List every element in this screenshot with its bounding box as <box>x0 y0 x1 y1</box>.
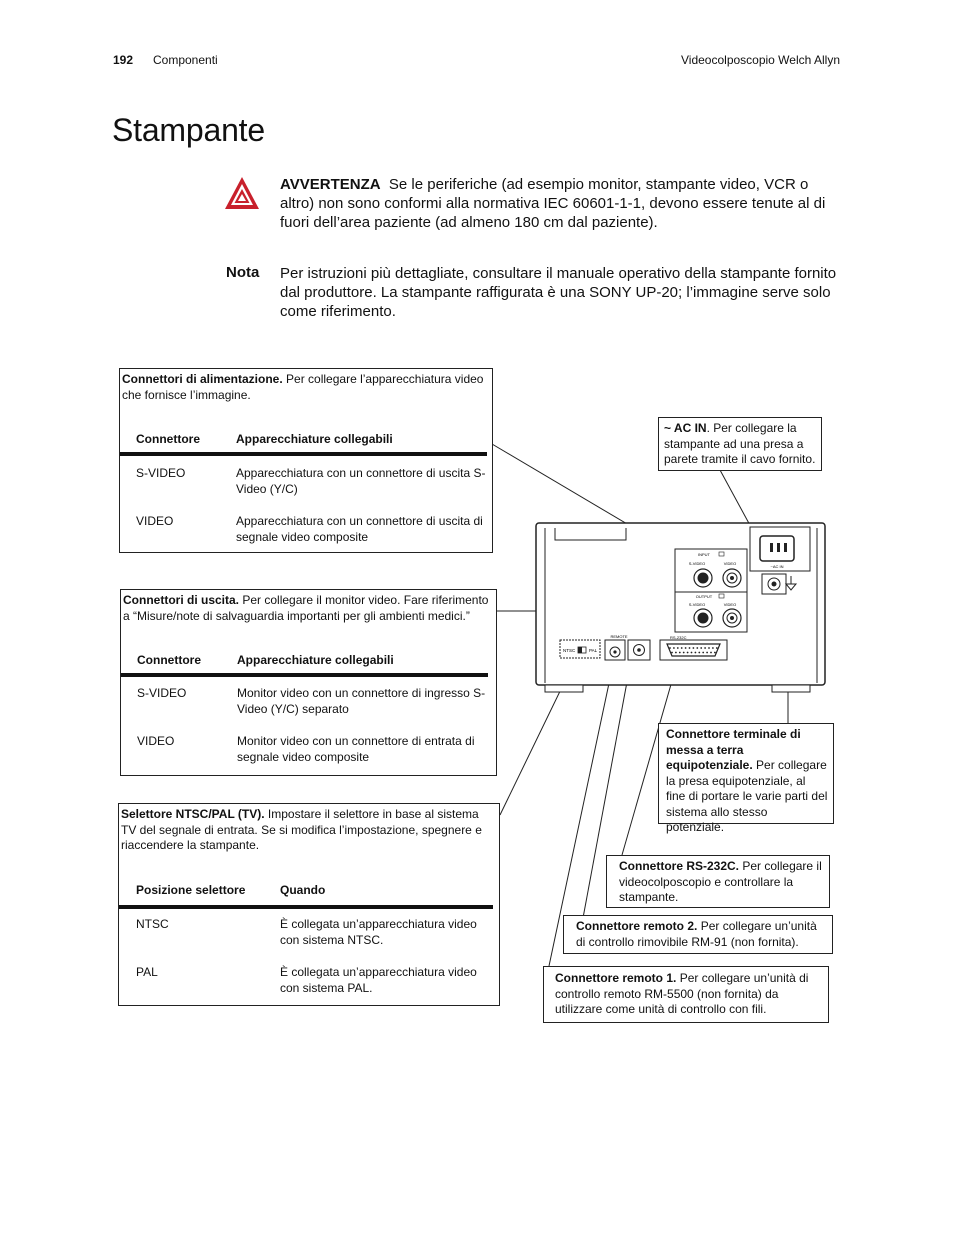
rs232c-pin <box>687 652 689 654</box>
callout-remote-1 <box>543 966 829 1023</box>
table-rule <box>119 905 493 909</box>
rs232c-pin <box>671 652 673 654</box>
table-cell: VIDEO <box>136 514 174 528</box>
note-text: Per istruzioni più dettagliate, consultare il manuale operativo della stampante fornito dal produttore. La stampante raffigurata è una SONY UP-20; l’immagine serve solo come riferimento. <box>280 265 837 320</box>
callout-remote1-title: Connettore remoto 1. <box>555 971 677 985</box>
table-cell: È collegata un’apparecchiatura video con sistema NTSC. <box>280 917 477 947</box>
rs232c-pin <box>704 647 706 649</box>
rs232c-pin <box>716 647 718 649</box>
callout-remote-2 <box>563 915 833 954</box>
input-svideo-label: S-VIDEO <box>688 561 706 566</box>
output-label: OUTPUT <box>695 594 713 599</box>
rs232c-pin <box>681 647 683 649</box>
callout-input-text: Per collegare l’apparecchiatura video che fornisce l’immagine. <box>122 372 484 402</box>
rs232c-pin <box>693 647 695 649</box>
document-name: Videocolposcopio Welch Allyn <box>681 53 840 67</box>
table-header-equipment: Apparecchiature collegabili <box>237 653 394 667</box>
table-cell: Apparecchiatura con un connettore di uscita di segnale video composite <box>236 514 483 544</box>
rs232c-pin <box>700 647 702 649</box>
table-header-connector: Connettore <box>137 653 201 667</box>
callout-remote2-text: Per collegare un’unità di controllo rimovibile RM-91 (non fornita). <box>576 919 817 949</box>
remote-label: REMOTE <box>610 634 628 639</box>
output-connectors <box>675 592 747 632</box>
rs232c-pin <box>683 652 685 654</box>
table-header-equipment: Apparecchiature collegabili <box>236 432 393 446</box>
callout-selector-title: Selettore NTSC/PAL (TV). <box>121 807 265 821</box>
callout-input-desc <box>122 372 487 403</box>
callout-acin-title: ~ AC IN <box>664 421 707 435</box>
callout-selector-desc <box>121 807 491 854</box>
output-video-label: VIDEO <box>723 602 737 607</box>
table-cell: Apparecchiatura con un connettore di uscita S-Video (Y/C) <box>236 466 486 496</box>
table-cell: VIDEO <box>137 734 175 748</box>
rs232c-pin <box>698 652 700 654</box>
warning-text: Se le periferiche (ad esempio monitor, stampante video, VCR o altro) non sono conformi alla normativa IEC 60601-1-1, devono essere tenute al di fuori dell’area paziente (ad almeno 180 cm dal paziente). <box>280 176 826 231</box>
rs232c-pin <box>679 652 681 654</box>
callout-output-text: Per collegare il monitor video. Fare riferimento a “Misure/note di salvaguardia importanti per gli ambienti medici.” <box>123 593 489 623</box>
callout-output-connectors <box>120 589 497 776</box>
table-cell: È collegata un’apparecchiatura video con sistema PAL. <box>280 965 477 995</box>
callout-ground-text: Per collegare la presa equipotenziale, al fine di portare le varie parti del sistema allo stesso potenziale. <box>666 758 828 834</box>
ac-in-connector <box>750 527 810 571</box>
table-cell: PAL <box>136 965 158 979</box>
callout-selector-text: Impostare il selettore in base al sistema TV del segnale di entrata. Se si modifica l’impostazione, spegnere e riaccendere la stampante. <box>121 807 482 852</box>
table-header-connector: Connettore <box>136 432 200 446</box>
section-name: Componenti <box>153 53 218 67</box>
table-cell: Monitor video con un connettore di entrata di segnale video composite <box>237 734 475 764</box>
rs232c-pin <box>702 652 704 654</box>
callout-output-desc <box>123 593 493 624</box>
rs232c-pin <box>673 647 675 649</box>
rs232c-pin <box>669 647 671 649</box>
ac-in-label: ~AC IN <box>770 564 784 569</box>
table-cell: S-VIDEO <box>136 466 186 480</box>
page-number: 192 <box>113 53 134 67</box>
ntsc-pal-selector <box>560 640 600 658</box>
input-video-label: VIDEO <box>723 561 737 566</box>
rs232c-pin <box>695 652 697 654</box>
rs232c-pin <box>675 652 677 654</box>
rs232c-pin <box>714 652 716 654</box>
callout-ground-terminal <box>658 723 834 834</box>
callout-remote1-text: Per collegare un’unità di controllo remoto RM-5500 (non fornita) da utilizzare come unità di controllo con fili. <box>555 971 809 1016</box>
callout-acin-text: . Per collegare la stampante ad una presa a parete tramite il cavo fornito. <box>664 421 816 466</box>
callout-rs232c <box>606 855 830 908</box>
rs232c-pin <box>685 647 687 649</box>
rs232c-pin <box>708 647 710 649</box>
callout-output-title: Connettori di uscita. <box>123 593 240 607</box>
input-label: INPUT <box>698 552 710 557</box>
rs232c-pin <box>712 647 714 649</box>
ntsc-label: NTSC <box>563 648 576 653</box>
table-rule <box>121 673 488 677</box>
note-label: Nota <box>226 264 260 281</box>
callout-ntsc-pal-selector <box>118 803 500 1006</box>
table-cell: S-VIDEO <box>137 686 187 700</box>
rs232c-pin <box>710 652 712 654</box>
callout-input-connectors <box>119 368 493 553</box>
table-header-position: Posizione selettore <box>136 883 246 897</box>
callout-rs232-text: Per collegare il videocolposcopio e controllare la stampante. <box>619 859 822 904</box>
rs232c-label: RS-232C <box>670 635 687 640</box>
rs232c-pin <box>696 647 698 649</box>
callout-input-title: Connettori di alimentazione. <box>122 372 283 386</box>
table-rule <box>120 452 487 456</box>
callout-remote2-title: Connettore remoto 2. <box>576 919 698 933</box>
table-cell: Monitor video con un connettore di ingresso S-Video (Y/C) separato <box>237 686 486 716</box>
warning-label: AVVERTENZA <box>280 176 381 193</box>
table-cell: NTSC <box>136 917 169 931</box>
rs232c-pin <box>677 647 679 649</box>
pal-label: PAL <box>589 648 598 653</box>
rs232c-pin <box>706 652 708 654</box>
rs232c-pin <box>689 647 691 649</box>
input-connectors <box>675 549 747 593</box>
table-header-when: Quando <box>280 883 326 897</box>
page-title: Stampante <box>112 112 265 148</box>
callout-ground-title: Connettore terminale di messa a terra equipotenziale. <box>666 727 801 772</box>
rs232c-pin <box>691 652 693 654</box>
callout-ac-in <box>658 417 822 471</box>
callout-rs232-title: Connettore RS-232C. <box>619 859 740 873</box>
output-svideo-label: S-VIDEO <box>688 602 706 607</box>
